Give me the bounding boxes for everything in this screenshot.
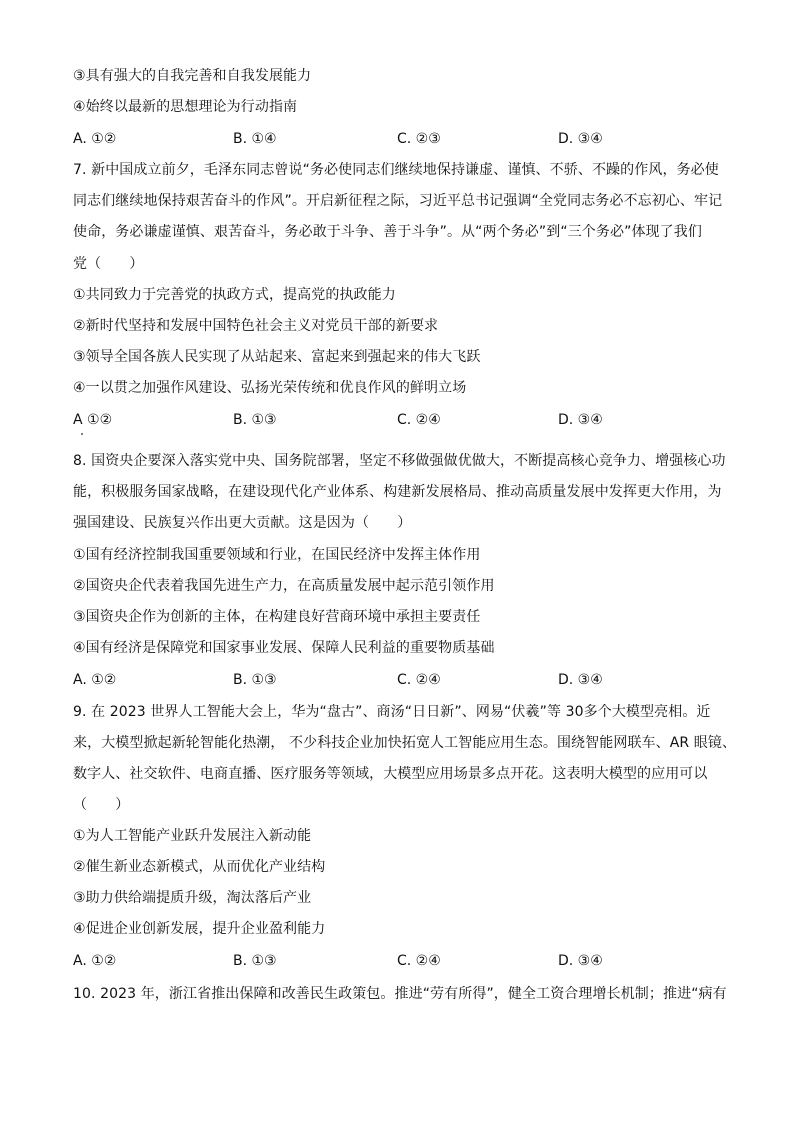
q9-statement-2: ②催生新业态新模式，从而优化产业结构 — [73, 859, 326, 875]
q9-statement-1: ①为人工智能产业跃升发展注入新动能 — [73, 828, 312, 844]
q9-option-b[interactable]: B. ①③ — [233, 953, 277, 969]
q9-statement-4: ④促进企业创新发展，提升企业盈利能力 — [73, 921, 326, 937]
q8-stem-line-3: 强国建设、民族复兴作出更大贡献。这是因为（ ） — [73, 515, 412, 531]
q8-statement-2: ②国资央企代表着我国先进生产力，在高质量发展中起示范引领作用 — [73, 578, 495, 594]
q6-statement-4: ④始终以最新的思想理论为行动指南 — [73, 99, 298, 115]
q9-options — [73, 951, 733, 971]
q7-statement-4: ④一以贯之加强作风建设、弘扬光荣传统和优良作风的鲜明立场 — [73, 380, 467, 396]
q8-statement-1: ①国有经济控制我国重要领域和行业，在国民经济中发挥主体作用 — [73, 547, 481, 563]
q7-option-b[interactable]: B. ①③ — [233, 412, 277, 428]
q9-stem-line-3: 数字人、社交软件、电商直播、医疗服务等领域，大模型应用场景多点开花。这表明大模型的应用可以 — [73, 766, 708, 782]
q7-option-a[interactable]: A ①② — [73, 412, 113, 428]
q7-statement-1: ①共同致力于完善党的执政方式，提高党的执政能力 — [73, 287, 396, 303]
q8-options — [73, 670, 733, 690]
q6-statement-3: ③具有强大的自我完善和自我发展能力 — [73, 68, 312, 84]
q6-option-a[interactable]: A. ①② — [73, 131, 117, 147]
q6-option-c[interactable]: C. ②③ — [397, 131, 441, 147]
q7-statement-2: ②新时代坚持和发展中国特色社会主义对党员干部的新要求 — [73, 318, 439, 334]
q9-statement-3: ③助力供给端提质升级，淘汰落后产业 — [73, 890, 312, 906]
q7-options — [73, 410, 733, 430]
q10-stem-line-1: 10. 2023 年，浙江省推出保障和改善民生政策包。推进“劳有所得”，健全工资合理增长机制；推进“病有 — [73, 986, 727, 1002]
q8-option-a[interactable]: A. ①② — [73, 672, 117, 688]
q7-stem-line-4: 党（ ） — [73, 256, 144, 272]
q9-stem-line-2: 来，大模型掀起新轮智能化热潮， 不少科技企业加快拓宽人工智能应用生态。围绕智能网联车、AR 眼镜、 — [73, 735, 737, 751]
q9-stem-line-1: 9. 在 2023 世界人工智能大会上，华为“盘古”、商汤“日日新”、网易“伏羲”等 30多个大模型亮相。近 — [73, 704, 711, 720]
q7-stem-line-3: 使命，务必谦虚谨慎、艰苦奋斗，务必敢于斗争、善于斗争”。从“两个务必”到“三个务必”体现了我们 — [73, 224, 702, 240]
q8-statement-4: ④国有经济是保障党和国家事业发展、保障人民利益的重要物质基础 — [73, 640, 495, 656]
q8-option-d[interactable]: D. ③④ — [558, 672, 603, 688]
q7-stem-line-1: 7. 新中国成立前夕，毛泽东同志曾说“务必使同志们继续地保持谦虚、谨慎、不骄、不躁的作风，务必使 — [73, 162, 719, 178]
speck-mark — [81, 433, 83, 435]
q6-option-d[interactable]: D. ③④ — [558, 131, 603, 147]
q8-stem-line-1: 8. 国资央企要深入落实党中央、国务院部署，坚定不移做强做优做大，不断提高核心竞争力、增强核心功 — [73, 453, 726, 469]
q9-option-a[interactable]: A. ①② — [73, 953, 117, 969]
q8-option-c[interactable]: C. ②④ — [397, 672, 441, 688]
q8-stem-line-2: 能，积极服务国家战略，在建设现代化产业体系、构建新发展格局、推动高质量发展中发挥更大作用，为 — [73, 484, 722, 500]
q8-statement-3: ③国资央企作为创新的主体，在构建良好营商环境中承担主要责任 — [73, 609, 481, 625]
q6-option-b[interactable]: B. ①④ — [233, 131, 277, 147]
q6-options — [73, 129, 733, 149]
q9-stem-line-4: （ ） — [73, 797, 130, 813]
q7-statement-3: ③领导全国各族人民实现了从站起来、富起来到强起来的伟大飞跃 — [73, 349, 481, 365]
q7-option-d[interactable]: D. ③④ — [558, 412, 603, 428]
q8-option-b[interactable]: B. ①③ — [233, 672, 277, 688]
q7-stem-line-2: 同志们继续地保持艰苦奋斗的作风”。开启新征程之际，习近平总书记强调“全党同志务必不忘初心、牢记 — [73, 193, 723, 209]
q9-option-d[interactable]: D. ③④ — [558, 953, 603, 969]
q9-option-c[interactable]: C. ②④ — [397, 953, 441, 969]
q7-option-c[interactable]: C. ②④ — [397, 412, 441, 428]
